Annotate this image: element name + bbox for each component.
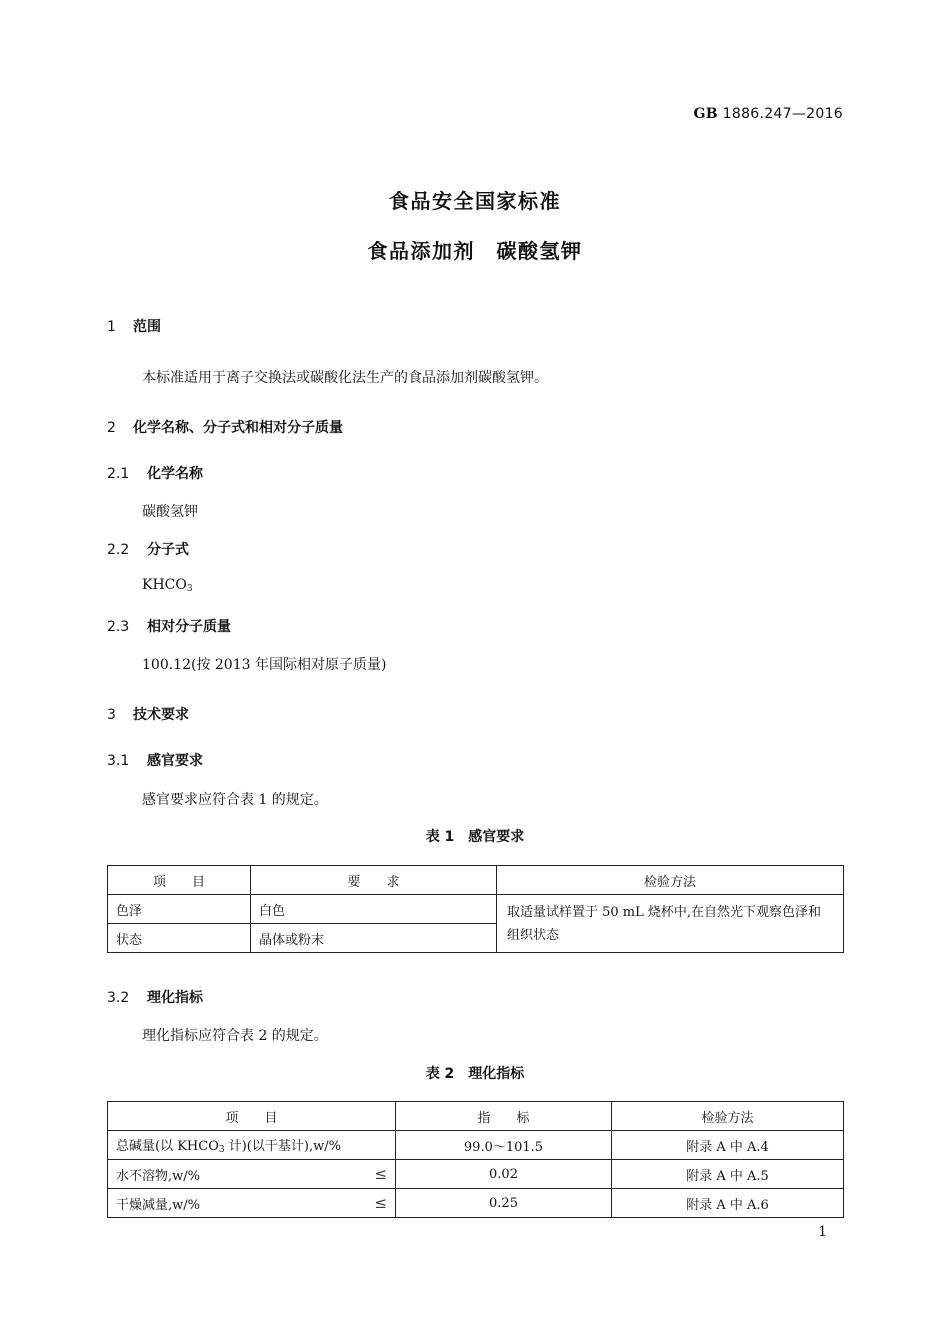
table-header-cell: 指 标: [396, 1102, 612, 1131]
item-text: 总碱量(以 KHCO: [116, 1139, 219, 1154]
section-number: 3.1: [107, 753, 130, 769]
table-cell-method: 附录 A 中 A.6: [612, 1189, 844, 1218]
section-number: 1: [107, 319, 116, 335]
page-number: 1: [818, 1224, 827, 1240]
page-title-line2: 食品添加剂 碳酸氢钾: [367, 239, 583, 263]
section-number: 2: [107, 420, 116, 436]
section-title: 分子式: [147, 542, 189, 558]
table-cell-item: [108, 1189, 396, 1218]
section-3-1-text: 感官要求应符合表 1 的规定。: [142, 792, 328, 808]
section-title: 化学名称: [147, 466, 203, 482]
table-row: [108, 895, 844, 924]
section-2-3-text: 100.12(按 2013 年国际相对原子质量): [142, 657, 387, 673]
section-title: 感官要求: [147, 753, 203, 769]
section-number: 3: [107, 707, 116, 723]
section-2-3-heading: [107, 616, 231, 636]
table-cell-method: 取适量试样置于 50 mL 烧杯中,在自然光下观察色泽和组织状态: [497, 895, 844, 953]
section-number: 2.1: [107, 466, 130, 482]
table-cell-item: 色泽: [108, 895, 251, 924]
item-subscript: 3: [218, 1145, 225, 1155]
table-header-cell: 要 求: [251, 866, 497, 895]
table-header-cell: 检验方法: [497, 866, 844, 895]
section-number: 2.2: [107, 542, 130, 558]
table-header-row: [108, 866, 844, 895]
section-2-heading: [107, 417, 343, 437]
table-header-cell: 项 目: [108, 1102, 396, 1131]
formula-main: KHCO: [142, 577, 187, 593]
standard-code-number: 1886.247—2016: [722, 106, 843, 122]
section-title: 理化指标: [147, 990, 203, 1006]
table-header-cell: 项 目: [108, 866, 251, 895]
less-equal-sign: ≤: [374, 1164, 387, 1183]
section-3-1-heading: [107, 750, 203, 770]
page-title-line1: 食品安全国家标准: [389, 189, 561, 213]
table-cell-value: 99.0～101.5: [396, 1131, 612, 1160]
table-row: [108, 1131, 844, 1160]
standard-code: [694, 106, 844, 122]
table-cell-method: 附录 A 中 A.5: [612, 1160, 844, 1189]
section-2-2-heading: [107, 539, 189, 559]
section-title: 范围: [133, 319, 161, 335]
table-header-row: [108, 1102, 844, 1131]
table-2-caption: 表 2 理化指标: [425, 1066, 525, 1082]
section-2-1-text: 碳酸氢钾: [142, 504, 198, 520]
section-3-2-heading: [107, 987, 203, 1007]
table-cell-method: 附录 A 中 A.4: [612, 1131, 844, 1160]
less-equal-sign: ≤: [374, 1193, 387, 1212]
table-1-caption: 表 1 感官要求: [425, 829, 525, 845]
item-text: 计)(以干基计),w/%: [224, 1139, 341, 1154]
section-2-1-heading: [107, 463, 203, 483]
standard-code-prefix: GB: [693, 106, 718, 122]
table-sensory-requirements: [107, 865, 844, 953]
section-1-heading: [107, 316, 161, 336]
table-cell-value: 0.25: [396, 1189, 612, 1218]
section-title: 技术要求: [133, 707, 189, 723]
table-cell-item: [108, 1131, 396, 1160]
table-cell-requirement: 晶体或粉末: [251, 924, 497, 953]
molecular-formula: [142, 577, 193, 594]
table-cell-value: 0.02: [396, 1160, 612, 1189]
table-row: [108, 1160, 844, 1189]
table-physicochemical-indicators: [107, 1101, 844, 1218]
table-row: [108, 1189, 844, 1218]
section-number: 2.3: [107, 619, 130, 635]
table-cell-requirement: 白色: [251, 895, 497, 924]
section-1-text: 本标准适用于离子交换法或碳酸化法生产的食品添加剂碳酸氢钾。: [142, 370, 548, 386]
formula-subscript: 3: [186, 584, 193, 594]
table-header-cell: 检验方法: [612, 1102, 844, 1131]
item-text: 干燥减量,w/%: [116, 1197, 200, 1213]
section-title: 相对分子质量: [147, 619, 231, 635]
section-3-heading: [107, 704, 189, 724]
table-cell-item: 状态: [108, 924, 251, 953]
item-text: 水不溶物,w/%: [116, 1168, 200, 1184]
table-cell-item: [108, 1160, 396, 1189]
section-title: 化学名称、分子式和相对分子质量: [133, 420, 343, 436]
section-number: 3.2: [107, 990, 130, 1006]
section-3-2-text: 理化指标应符合表 2 的规定。: [142, 1028, 328, 1044]
